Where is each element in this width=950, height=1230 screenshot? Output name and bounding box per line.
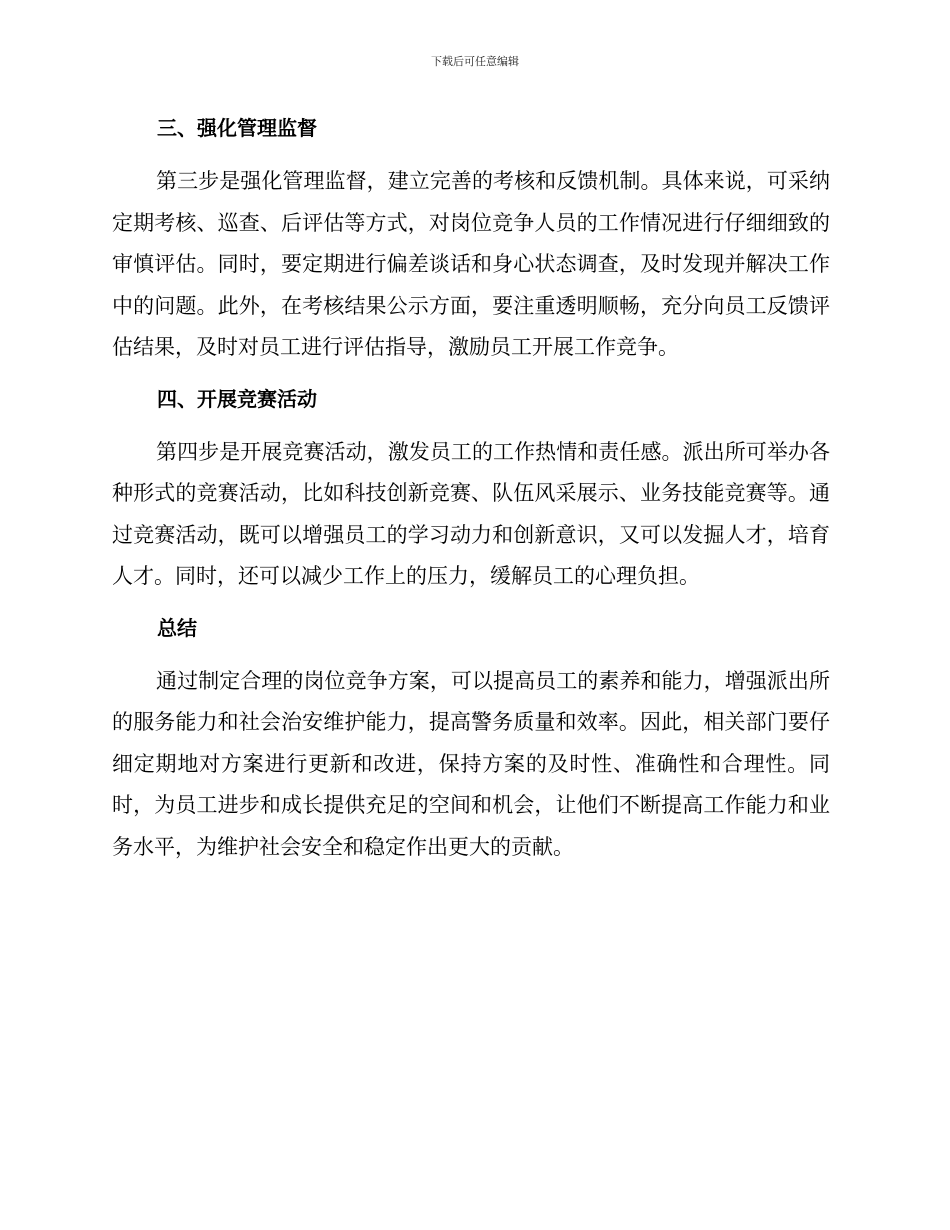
section-title-supervision: 三、强化管理监督 (157, 116, 317, 140)
page-header: 下载后可任意编辑 (431, 55, 519, 68)
section-paragraph-supervision: 第三步是强化管理监督，建立完善的考核和反馈机制。具体来说，可采纳定期考核、巡查、后评估等方式，对岗位竞争人员的工作情况进行仔细细致的审慎评估。同时，要定期进行偏差谈话和身心状态调查，及时发现并解决工作中的问题。此外，在考核结果公示方面，要注重透明顺畅，充分向员工反馈评估结果，及时对员工进行评估指导，激励员工开展工作竞争。 (112, 169, 830, 359)
section-title-competition: 四、开展竞赛活动 (157, 386, 317, 411)
section-paragraph-summary: 通过制定合理的岗位竞争方案，可以提高员工的素养和能力，增强派出所的服务能力和社会治安维护能力，提高警务质量和效率。因此，相关部门要仔细定期地对方案进行更新和改进，保持方案的及时性、准确性和合理性。同时，为员工进步和成长提供充足的空间和机会，让他们不断提高工作能力和业务水平，为维护社会安全和稳定作出更大的贡献。 (112, 668, 830, 859)
section-title-summary: 总结 (157, 615, 197, 640)
section-paragraph-competition: 第四步是开展竞赛活动，激发员工的工作热情和责任感。派出所可举办各种形式的竞赛活动，比如科技创新竞赛、队伍风采展示、业务技能竞赛等。通过竞赛活动，既可以增强员工的学习动力和创新意识，又可以发掘人才，培育人才。同时，还可以减少工作上的压力，缓解员工的心理负担。 (112, 439, 830, 588)
document-body (112, 108, 830, 868)
